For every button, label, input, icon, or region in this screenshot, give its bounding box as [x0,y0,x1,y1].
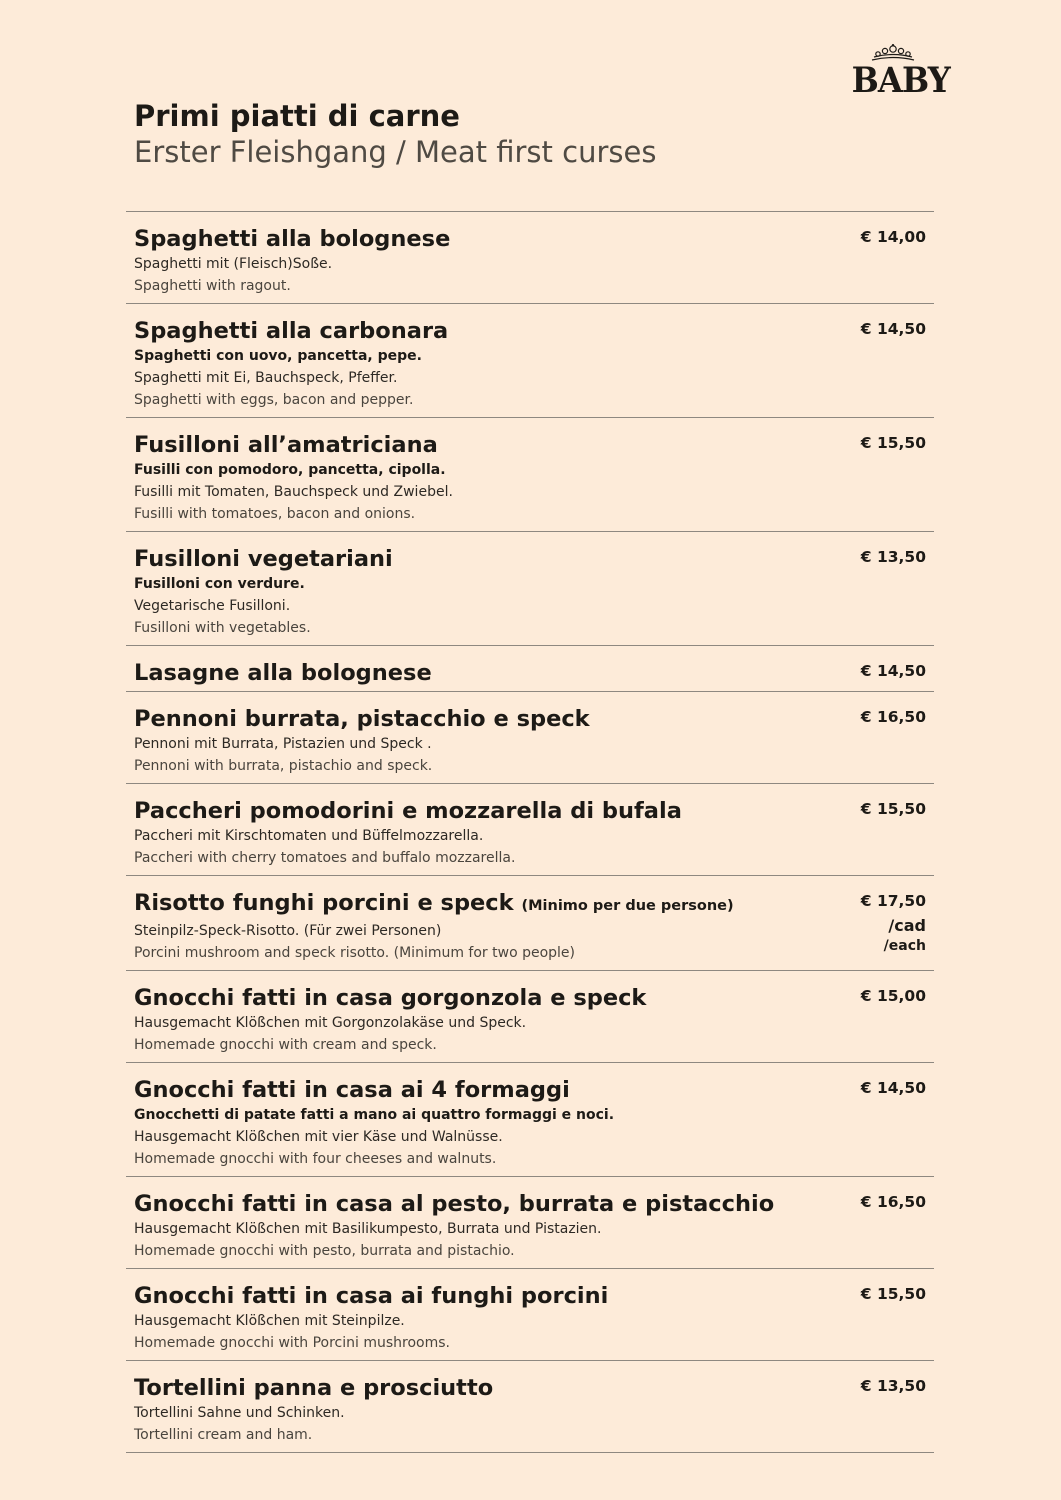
menu-item [126,1269,934,1361]
item-desc-en: Spaghetti with ragout. [134,278,291,294]
brand-logo [848,44,950,106]
item-desc-en: Paccheri with cherry tomatoes and buffalo mozzarella. [134,850,516,866]
item-desc-de: Hausgemacht Klößchen mit Gorgonzolakäse und Speck. [134,1015,527,1031]
item-name-text: Gnocchi fatti in casa ai 4 formaggi [134,1077,570,1103]
item-desc-en: Tortellini cream and ham. [134,1427,313,1443]
menu-item [126,304,934,418]
item-name [134,225,934,253]
menu-item [126,692,934,784]
item-name [134,889,934,920]
item-name-text: Lasagne alla bolognese [134,660,432,686]
item-desc-de: Pennoni mit Burrata, Pistazien und Speck . [134,736,432,752]
item-name [134,545,934,573]
item-desc-de: Hausgemacht Klößchen mit Steinpilze. [134,1313,405,1329]
menu-item [126,1361,934,1453]
item-desc-it: Spaghetti con uovo, pancetta, pepe. [134,348,422,364]
item-name [134,984,934,1012]
item-desc-it: Gnocchetti di patate fatti a mano ai quattro formaggi e noci. [134,1107,615,1123]
item-price [861,661,926,681]
item-price [861,1376,926,1396]
menu-item [126,784,934,876]
menu-item [126,1063,934,1177]
item-desc-de: Fusilli mit Tomaten, Bauchspeck und Zwiebel. [134,484,453,500]
item-name [134,659,934,687]
price-value: € 17,50 [860,892,926,910]
item-name [134,1282,934,1310]
price-value: € 15,50 [860,800,926,818]
item-name-text: Risotto funghi porcini e speck [134,890,514,916]
item-name [134,317,934,345]
menu-item [126,212,934,304]
item-price [861,799,926,819]
menu-item [126,532,934,646]
menu-list [126,211,934,1453]
item-price [861,1284,926,1304]
price-value: € 15,50 [860,434,926,452]
page-subtitle: Erster Fleishgang / Meat first curses [134,135,657,169]
item-price [861,891,926,955]
item-name [134,1190,934,1218]
item-desc-de: Spaghetti mit (Fleisch)Soße. [134,256,333,272]
item-price [861,986,926,1006]
item-name-text: Fusilloni vegetariani [134,546,393,572]
item-name-text: Paccheri pomodorini e mozzarella di bufala [134,798,682,824]
price-value: € 16,50 [860,1193,926,1211]
item-name [134,705,934,733]
item-desc-it: Fusilloni con verdure. [134,576,305,592]
price-value: € 15,00 [860,987,926,1005]
price-unit: /cad [888,916,926,935]
item-desc-en: Fusilli with tomatoes, bacon and onions. [134,506,416,522]
item-name-text: Gnocchi fatti in casa al pesto, burrata e pistacchio [134,1191,775,1217]
item-price [861,227,926,247]
item-name-text: Spaghetti alla carbonara [134,318,449,344]
price-value: € 13,50 [860,548,926,566]
item-desc-it: Fusilli con pomodoro, pancetta, cipolla. [134,462,446,478]
item-price [861,707,926,727]
item-name-text: Pennoni burrata, pistacchio e speck [134,706,590,732]
item-price [861,433,926,453]
menu-item [126,1177,934,1269]
item-desc-en: Spaghetti with eggs, bacon and pepper. [134,392,414,408]
item-desc-de: Vegetarische Fusilloni. [134,598,291,614]
price-value: € 16,50 [860,708,926,726]
item-desc-en: Homemade gnocchi with Porcini mushrooms. [134,1335,450,1351]
page-title: Primi piatti di carne [134,99,460,133]
page-header [134,98,656,170]
item-desc-en: Porcini mushroom and speck risotto. (Minimum for two people) [134,945,576,961]
menu-item [126,971,934,1063]
price-value: € 14,00 [860,228,926,246]
item-desc-de: Steinpilz-Speck-Risotto. (Für zwei Personen) [134,923,442,939]
item-desc-en: Pennoni with burrata, pistachio and speck. [134,758,433,774]
price-value: € 14,50 [860,1079,926,1097]
item-name [134,1374,934,1402]
item-name [134,797,934,825]
item-desc-de: Paccheri mit Kirschtomaten und Büffelmozzarella. [134,828,484,844]
price-value: € 15,50 [860,1285,926,1303]
item-name-text: Fusilloni all’amatriciana [134,432,438,458]
item-name-text: Spaghetti alla bolognese [134,226,451,252]
item-note: (Minimo per due persone) [521,898,734,914]
item-desc-de: Hausgemacht Klößchen mit vier Käse und Walnüsse. [134,1129,503,1145]
logo-text: BABY [851,60,950,101]
item-desc-en: Homemade gnocchi with four cheeses and walnuts. [134,1151,497,1167]
item-price [861,547,926,567]
price-value: € 14,50 [860,320,926,338]
price-value: € 13,50 [860,1377,926,1395]
item-desc-de: Hausgemacht Klößchen mit Basilikumpesto, Burrata und Pistazien. [134,1221,602,1237]
item-name [134,1076,934,1104]
item-price [861,1078,926,1098]
menu-item [126,418,934,532]
item-name [134,431,934,459]
item-price [861,1192,926,1212]
item-desc-en: Homemade gnocchi with pesto, burrata and pistachio. [134,1243,515,1259]
item-name-text: Tortellini panna e prosciutto [134,1375,494,1401]
item-desc-en: Homemade gnocchi with cream and speck. [134,1037,437,1053]
price-unit-en: /each [883,938,926,954]
item-desc-de: Tortellini Sahne und Schinken. [134,1405,345,1421]
item-desc-de: Spaghetti mit Ei, Bauchspeck, Pfeffer. [134,370,398,386]
price-value: € 14,50 [860,662,926,680]
item-name-text: Gnocchi fatti in casa ai funghi porcini [134,1283,609,1309]
item-price [861,319,926,339]
item-name-text: Gnocchi fatti in casa gorgonzola e speck [134,985,647,1011]
menu-item [126,876,934,971]
item-desc-en: Fusilloni with vegetables. [134,620,311,636]
menu-item [126,646,934,692]
